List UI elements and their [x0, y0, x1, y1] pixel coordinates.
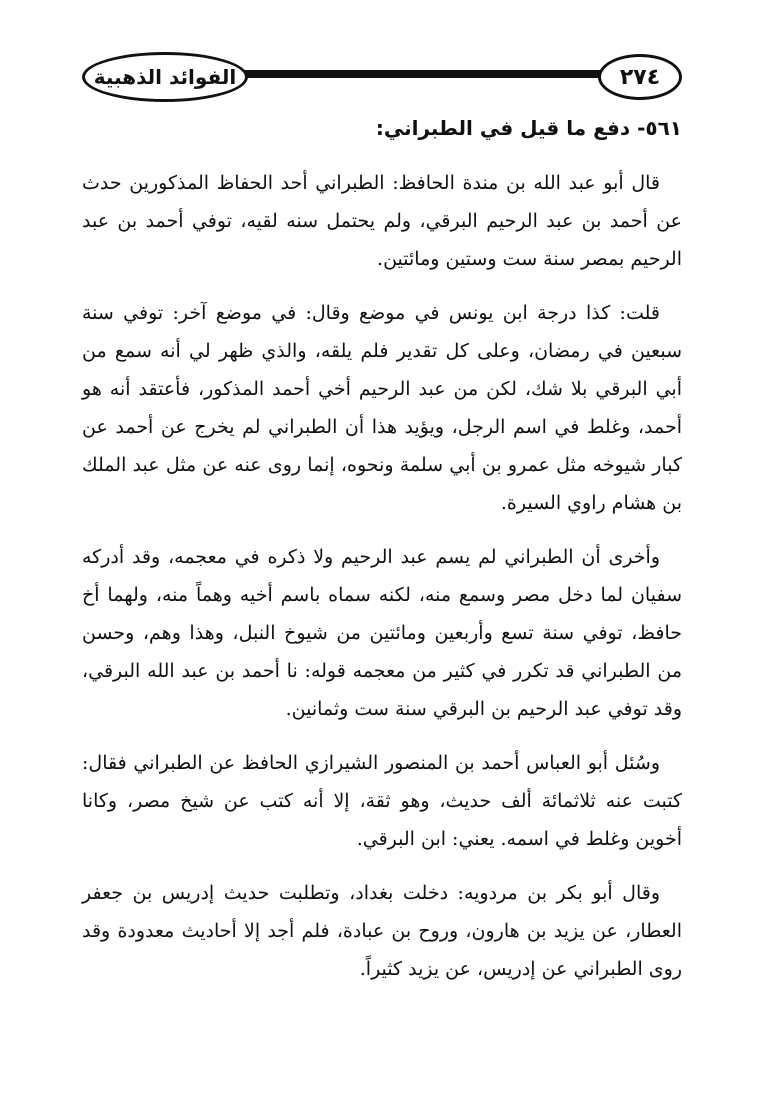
book-title: الفوائد الذهبية — [82, 52, 248, 102]
page-header — [82, 50, 682, 102]
page-content — [82, 108, 682, 1004]
section-title: ٥٦١- دفع ما قيل في الطبراني: — [375, 116, 682, 140]
page-number: ٢٧٤ — [598, 54, 682, 100]
paragraph-2: قلت: كذا درجة ابن يونس في موضع وقال: في موضع آخر: توفي سنة سبعين في رمضان، وعلى كل تقدير فلم يلقه، والذي ظهر لي أنه سمع من أبي البرقي بلا شك، لكن من عبد الرحيم أخي أحمد المذكور، فأعتقد أنه هو أحمد، وغلط في اسم الرجل، ويؤيد هذا أن الطبراني لم يخرج عن أحمد عن كبار شيوخه مثل عمرو بن أبي سلمة ونحوه، إنما روى عنه عن مثل عبد الملك بن هشام راوي السيرة. — [82, 302, 682, 514]
paragraph-3: وأخرى أن الطبراني لم يسم عبد الرحيم ولا ذكره في معجمه، وقد أدركه سفيان لما دخل مصر وسمع منه، لكنه سماه باسم أخيه وهماً منه، ولهما أخ حافظ، توفي سنة تسع وأربعين ومائتين من شيوخ النبل، وهذا وهم، وحسن من الطبراني قد تكرر في كثير من معجمه قوله: نا أحمد بن عبد الله البرقي، وقد توفي عبد الرحيم بن البرقي سنة ست وثمانين. — [82, 546, 682, 720]
paragraph-1: قال أبو عبد الله بن مندة الحافظ: الطبراني أحد الحفاظ المذكورين حدث عن أحمد بن عبد الرحيم البرقي، ولم يحتمل سنه لقيه، توفي أحمد بن عبد الرحيم بمصر سنة ست وستين ومائتين. — [82, 172, 682, 270]
paragraph-4: وسُئل أبو العباس أحمد بن المنصور الشيرازي الحافظ عن الطبراني فقال: كتبت عنه ثلاثمائة ألف حديث، وهو ثقة، إلا أنه كتب عن شيخ مصر، وكانا أخوين وغلط في اسمه. يعني: ابن البرقي. — [82, 752, 682, 850]
header-rule — [222, 70, 622, 78]
paragraph-5: وقال أبو بكر بن مردويه: دخلت بغداد، وتطلبت حديث إدريس بن جعفر العطار، عن يزيد بن هارون، وروح بن عبادة، فلم أجد إلا أحاديث معدودة وقد روى الطبراني عن إدريس، عن يزيد كثيراً. — [82, 882, 682, 980]
